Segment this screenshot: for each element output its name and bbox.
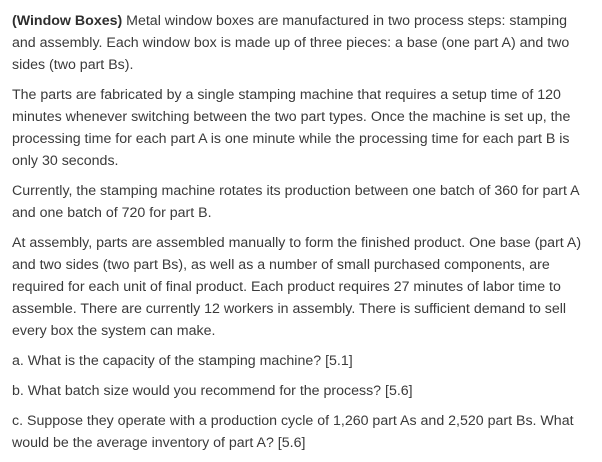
batch-paragraph: Currently, the stamping machine rotates its production between one batch of 360 for part A and one batch of 720 for part B. bbox=[12, 183, 579, 221]
question-b: b. What batch size would you recommend for the process? [5.6] bbox=[12, 383, 413, 399]
assembly-paragraph: At assembly, parts are assembled manually to form the finished product. One base (part A) and two sides (two part Bs), as well as a number of small purchased components, are required for each unit of final product. Each product requires 27 minutes of labor time to assemble. There are currently 12 workers in assembly. There is sufficient demand to sell every box the system can make. bbox=[12, 235, 582, 339]
intro-paragraph bbox=[12, 10, 592, 76]
intro-text: Metal window boxes are manufactured in two process steps: stamping and assembly. Each window box is made up of three pieces: a base (one part A) and two sides (two part Bs). bbox=[12, 13, 570, 73]
question-a: a. What is the capacity of the stamping machine? [5.1] bbox=[12, 353, 353, 369]
problem-title: (Window Boxes) bbox=[12, 13, 123, 29]
problem-text bbox=[12, 10, 592, 462]
question-c: c. Suppose they operate with a production cycle of 1,260 part As and 2,520 part Bs. What would be the average inventory of part A? [5.6] bbox=[12, 413, 574, 451]
setup-paragraph: The parts are fabricated by a single stamping machine that requires a setup time of 120 minutes whenever switching between the two part types. Once the machine is set up, the processing time for each part A is one minute while the processing time for each part B is only 30 seconds. bbox=[12, 87, 571, 169]
